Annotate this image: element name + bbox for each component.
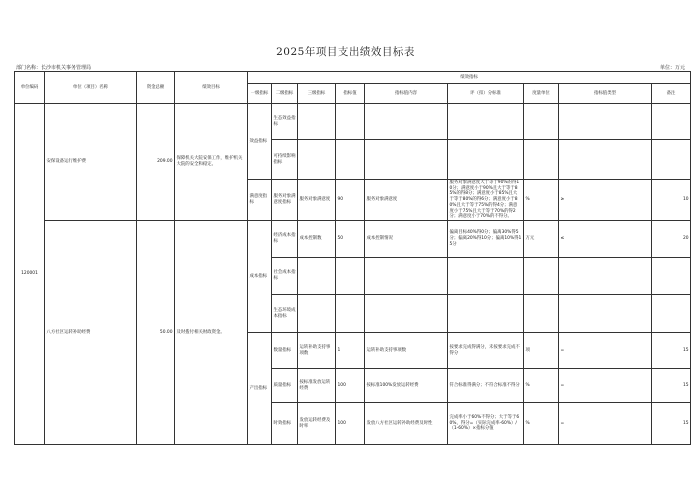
- scoring-cell: [448, 295, 524, 333]
- unit-cell: %: [524, 180, 559, 221]
- scoring-cell: 服务对象满意度大于等于90%的得10分；满意度小于90%且大于等于85%的得8分；满意度小于85%且大于等于80%的得6分；满意度小于80%且大于等于75%的得4分；满意度小于75%且大于等于70%的得2分；满意度小于70%的不得分。: [448, 180, 524, 221]
- content-cell: [365, 258, 448, 295]
- project-name: 八方社区运转补助经费: [45, 221, 137, 445]
- scoring-cell: 完成率小于60%不得分；大于等于60%，得分=（实际完成率-60%）/（1-60%）×指标分值: [448, 403, 524, 445]
- unit-cell: 项: [524, 333, 559, 369]
- type-cell: =: [559, 333, 652, 369]
- header-level1: 一级指标: [248, 84, 272, 104]
- level3-cell: [298, 258, 336, 295]
- level3-cell: 按标准发放运转经费: [298, 369, 336, 403]
- content-cell: 运转补助支持事项数: [365, 333, 448, 369]
- content-cell: [365, 295, 448, 333]
- type-cell: ≤: [559, 221, 652, 258]
- remark-cell: 15: [652, 333, 691, 369]
- content-cell: 服务对象满意度: [365, 180, 448, 221]
- unit-cell: %: [524, 369, 559, 403]
- level2-cell: 质量指标: [272, 369, 298, 403]
- indicator-value-cell: [336, 140, 365, 180]
- type-cell: [559, 295, 652, 333]
- type-cell: [559, 140, 652, 180]
- type-cell: [559, 104, 652, 140]
- unit-cell: 万元: [524, 221, 559, 258]
- level2-cell: 生态效益指标: [272, 104, 298, 140]
- project-amount: 50.00: [137, 221, 175, 445]
- remark-cell: [652, 295, 691, 333]
- header-unit-code: 单位编码: [15, 72, 45, 104]
- level1-cell: 效益指标: [248, 104, 272, 180]
- remark-cell: 15: [652, 403, 691, 445]
- page-title: 2025年项目支出绩效目标表: [276, 46, 415, 58]
- header-goal: 绩效目标: [175, 72, 248, 104]
- header-remark: 备注: [652, 84, 691, 104]
- level2-cell: 可持续影响指标: [272, 140, 298, 180]
- type-cell: =: [559, 403, 652, 445]
- scoring-cell: 符合标准得满分；不符合标准不得分: [448, 369, 524, 403]
- indicator-value-cell: [336, 258, 365, 295]
- content-cell: 发放八方社区运转补助经费及时性: [365, 403, 448, 445]
- performance-table: [14, 71, 691, 445]
- header-level3: 三级指标: [298, 84, 336, 104]
- level1-cell: 产出指标: [248, 333, 272, 445]
- header-type: 指标值类型: [559, 84, 652, 104]
- scoring-cell: [448, 258, 524, 295]
- indicator-value-cell: 90: [336, 180, 365, 221]
- level3-cell: 成本控制数: [298, 221, 336, 258]
- type-cell: =: [559, 369, 652, 403]
- unit-cell: [524, 104, 559, 140]
- header-unit-project: 单位（项目）名称: [45, 72, 137, 104]
- indicator-value-cell: 100: [336, 369, 365, 403]
- project-amount: 209.00: [137, 104, 175, 221]
- indicator-value-cell: [336, 295, 365, 333]
- indicator-value-cell: 100: [336, 403, 365, 445]
- unit-cell: [524, 140, 559, 180]
- header-scoring: 评（扣）分标准: [448, 84, 524, 104]
- project-goal: 及时拨付相关财政资金。: [175, 221, 248, 445]
- project-goal: 保障机关大院安保工作，维护机关大院的安全和稳定。: [175, 104, 248, 221]
- header-total-funds: 资金总额: [137, 72, 175, 104]
- type-cell: [559, 258, 652, 295]
- remark-cell: 10: [652, 180, 691, 221]
- header-indicators: 绩效指标: [248, 72, 691, 84]
- scoring-cell: [448, 104, 524, 140]
- unit-cell: [524, 295, 559, 333]
- level3-cell: [298, 295, 336, 333]
- level3-cell: [298, 104, 336, 140]
- level3-cell: [298, 140, 336, 180]
- unit-code-cell: 120001: [15, 104, 45, 445]
- remark-cell: 15: [652, 369, 691, 403]
- type-cell: ≥: [559, 180, 652, 221]
- level2-cell: 经济成本指标: [272, 221, 298, 258]
- unit-cell: [524, 258, 559, 295]
- content-cell: 按标准100%发放运转经费: [365, 369, 448, 403]
- content-cell: [365, 104, 448, 140]
- scoring-cell: 按要求完成得满分，未按要求完成不得分: [448, 333, 524, 369]
- remark-cell: [652, 140, 691, 180]
- remark-cell: [652, 104, 691, 140]
- project-name: 安保设备运行维护费: [45, 104, 137, 221]
- header-indicator-value: 指标值: [336, 84, 365, 104]
- level3-cell: 发放运转经费及时率: [298, 403, 336, 445]
- table-row: [15, 104, 691, 140]
- remark-cell: [652, 258, 691, 295]
- level2-cell: 时效指标: [272, 403, 298, 445]
- indicator-value-cell: 1: [336, 333, 365, 369]
- unit-label: 单位：万元: [659, 65, 685, 71]
- indicator-value-cell: [336, 104, 365, 140]
- level1-cell: 成本指标: [248, 221, 272, 333]
- table-row: [15, 221, 691, 258]
- level3-cell: 服务对象满意度: [298, 180, 336, 221]
- level3-cell: 运转补助支持事项数: [298, 333, 336, 369]
- level2-cell: 服务对象满意度指标: [272, 180, 298, 221]
- level2-cell: 社会成本指标: [272, 258, 298, 295]
- remark-cell: 20: [652, 221, 691, 258]
- scoring-cell: 偏离目标40%得0分；偏离30%得5分；偏离20%得10分；偏离10%得15分: [448, 221, 524, 258]
- header-content: 指标值内容: [365, 84, 448, 104]
- level1-cell: 满意度指标: [248, 180, 272, 221]
- unit-cell: %: [524, 403, 559, 445]
- content-cell: [365, 140, 448, 180]
- scoring-cell: [448, 140, 524, 180]
- content-cell: 成本控制情况: [365, 221, 448, 258]
- level2-cell: 数量指标: [272, 333, 298, 369]
- header-unit: 度量单位: [524, 84, 559, 104]
- header-level2: 二级指标: [272, 84, 298, 104]
- indicator-value-cell: 50: [336, 221, 365, 258]
- level2-cell: 生态环境成本指标: [272, 295, 298, 333]
- department-name: 部门名称：长沙市机关事务管理局: [16, 65, 92, 71]
